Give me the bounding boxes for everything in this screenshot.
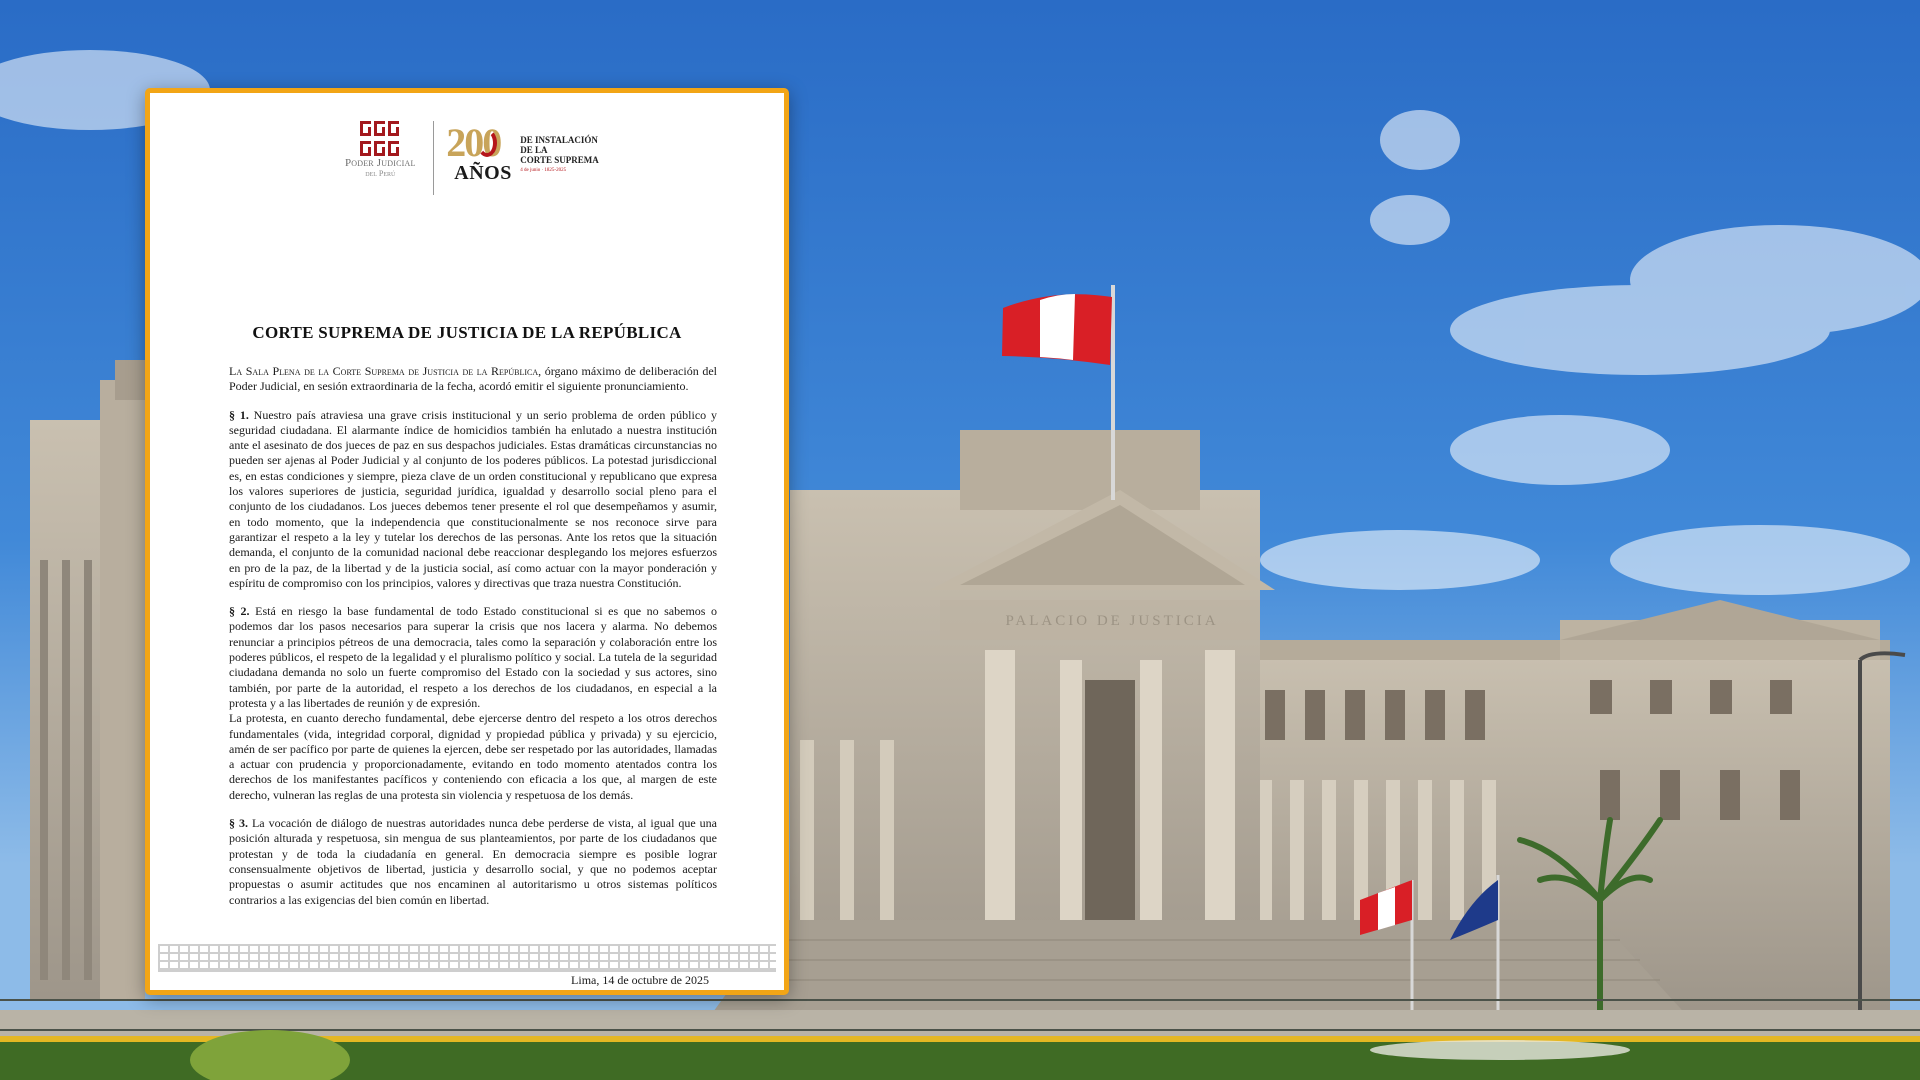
section-1-paragraph	[229, 408, 717, 592]
logo-divider	[433, 121, 434, 195]
intro-smallcaps: La Sala Plena de la Corte Suprema de Justicia de la República	[229, 364, 539, 378]
decorative-border	[158, 944, 776, 972]
section-2-paragraph	[229, 604, 717, 711]
section-1-text: Nuestro país atraviesa una grave crisis institucional y un serio problema de orden público y seguridad ciudadana. El alarmante índice de homicidios también ha enlutado a nuestra institución ante el asesinato de dos jueces de paz en sus despachos judiciales. Estas dramáticas circunstancias no pueden ser ajenas al Poder Judicial y al conjunto de los poderes públicos. La potestad jurisdiccional es, en estas condiciones y siempre, pieza clave de un orden constitucional y republicano que expresa los valores superiores de justicia, seguridad jurídica, igualdad y desarrollo social pleno para el conjunto de los ciudadanos. Los jueces debemos tener presente el rol que desempeñamos y asumir, en todo momento, que la independencia que constitucionalmente se nos reconoce sirve para garantizar el respeto a la ley y tutelar los derechos de las personas. Ante los retos que la situación demanda, el conjunto de la comunidad nacional debe reaccionar desplegando los mejores esfuerzos en pro de la paz, de la libertad y de la justicia social, así como actuar con la mayor ponderación y espíritu de compromiso con los principios, valores y directivas que traza nuestra Constitución.	[229, 407, 717, 590]
anniversary-dates: 4 de junio · 1825-2025	[520, 168, 567, 173]
section-1-label: § 1.	[229, 407, 249, 422]
document-body	[229, 364, 717, 921]
poder-judicial-emblem-icon	[360, 121, 400, 157]
statement-document	[145, 88, 789, 995]
document-title: CORTE SUPREMA DE JUSTICIA DE LA REPÚBLICA	[252, 323, 682, 342]
section-3-text: La vocación de diálogo de nuestras autoridades nunca debe perderse de vista, al igual que una posición alturada y respetuosa, sin mengua de sus planteamientos, por parte de los ciudadanos que protestan y de toda la ciudadanía en general. En democracia siempre es posible lograr consensualmente objetivos de libertad, justicia y desarrollo social, y que no podemos aceptar propuestas o asumir actitudes que nos encaminen al autoritarismo u otros sistemas políticos contrarios a las exigencias del bien común en libertad.	[229, 816, 718, 907]
section-2-continuation: La protesta, en cuanto derecho fundamental, debe ejercerse dentro del respeto a los otros derechos fundamentales (vida, integridad corporal, dignidad y propiedad pública y privada) y su ejercicio, amén de ser pacífico por parte de quienes la ejercen, debe ser respetado por las autoridades, llamadas a actuar con prudencia y proporcionadamente, evitando en todo momento atentados contra los derechos de los manifestantes pacíficos y conteniendo con eficacia a los que, al margen de este derecho, vulneran las reglas de una protesta sin violencia y respetuosa de los demás.	[229, 711, 717, 802]
intro-text: , órgano máximo de deliberación del Poder Judicial, en sesión extraordinaria de la fecha, acordó emitir el siguiente pronunciamiento.	[229, 364, 717, 394]
section-3-label: § 3.	[229, 816, 248, 831]
institution-subtitle: del Perú	[365, 169, 396, 178]
anniversary-word: AÑOS	[454, 162, 512, 184]
anniversary-number: 200	[446, 120, 501, 165]
anniversary-logo	[446, 121, 598, 191]
section-2-text: Está en riesgo la base fundamental de todo Estado constitucional si es que no sabemos o podemos dar los pasos necesarios para superar la crisis que nos lacera y alarma. No debemos renunciar a principios pétreos de una democracia, tales como la separación y colaboración entre los poderes públicos, el respeto de la legalidad y el pluralismo político y social. La tutela de la seguridad ciudadana demanda no solo un fuerte compromiso del Estado con la sociedad y sus actores, sino también, por parte de la autoridad, el respeto a los derechos de los ciudadanos, en especial a la protesta y a las libertades de reunión y de expresión.	[229, 604, 718, 710]
left-tower	[30, 360, 145, 1000]
poder-judicial-logo	[335, 121, 425, 178]
section-2-label: § 2.	[229, 604, 250, 619]
intro-paragraph	[229, 364, 717, 395]
anniversary-line: CORTE SUPREMA	[520, 155, 599, 165]
place-and-date: Lima, 14 de octubre de 2025	[571, 973, 709, 987]
anniversary-line: DE INSTALACIÓN	[520, 135, 598, 145]
section-3-paragraph	[229, 816, 717, 908]
institution-name: Poder Judicial	[344, 157, 416, 169]
header-logos	[150, 121, 784, 201]
anniversary-line: DE LA	[520, 145, 548, 155]
